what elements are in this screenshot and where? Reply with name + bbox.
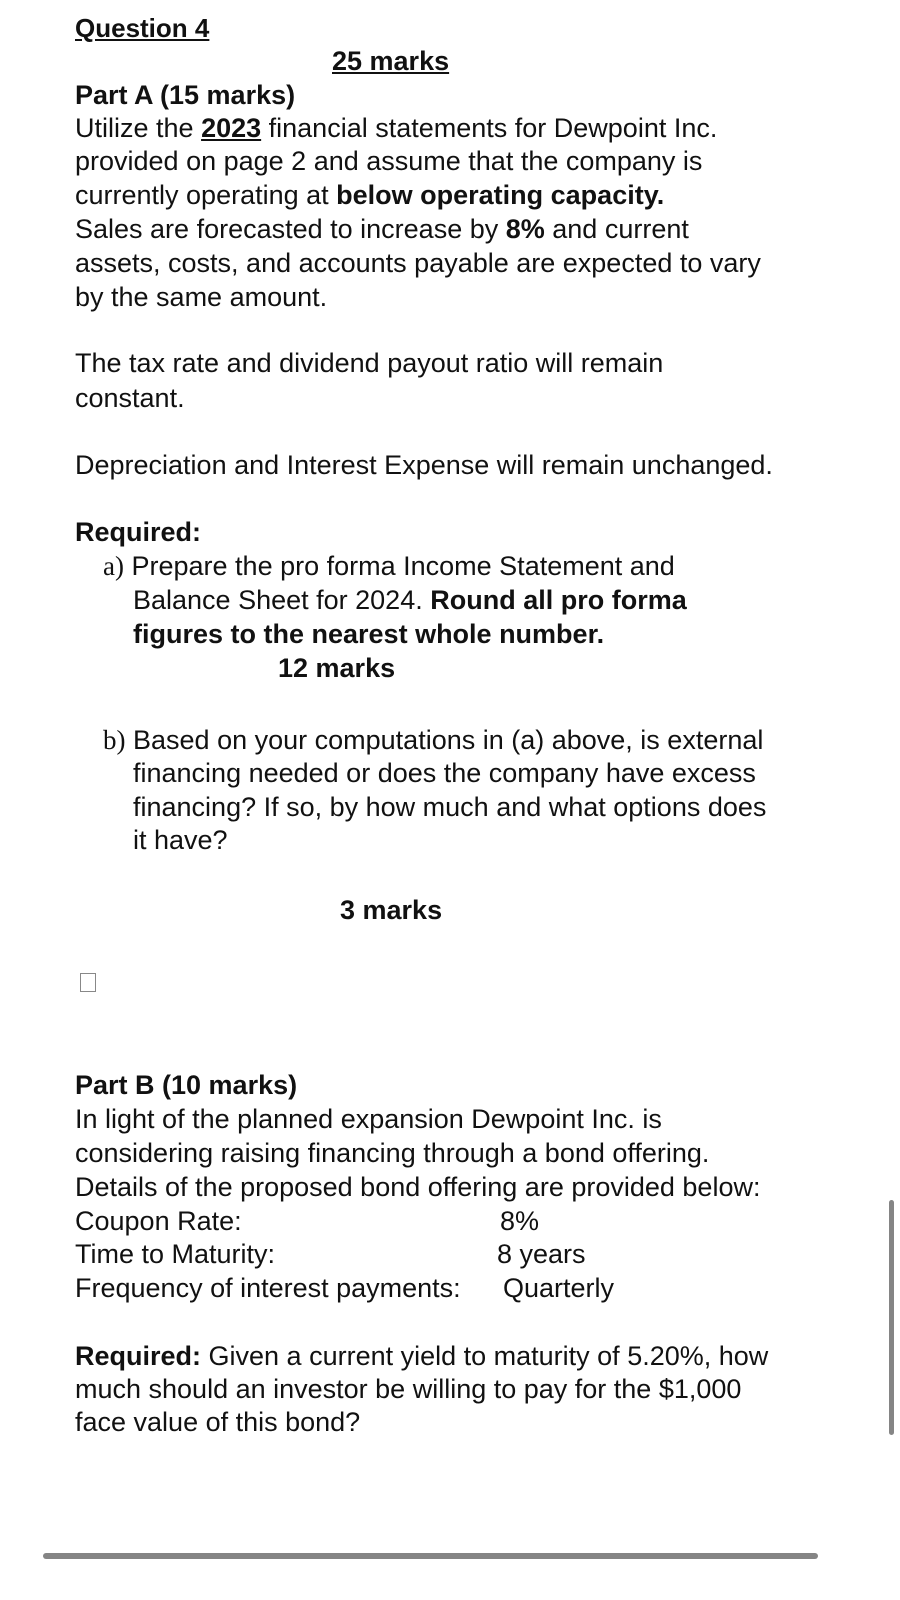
part-b-heading: Part B (10 marks) xyxy=(75,1070,298,1100)
item-b-line: financing? If so, by how much and what options does xyxy=(133,792,767,822)
total-marks: 25 marks xyxy=(332,46,450,76)
item-b-line: b) Based on your computations in (a) above, is external xyxy=(103,725,764,755)
bond-detail-value: 8% xyxy=(500,1206,540,1236)
part-a-text-line: provided on page 2 and assume that the company is xyxy=(75,146,703,176)
part-b-required-line: much should an investor be willing to pay for the $1,000 xyxy=(75,1374,742,1404)
part-a-text-line: assets, costs, and accounts payable are expected to vary xyxy=(75,248,761,278)
horizontal-scrollbar[interactable] xyxy=(43,1553,818,1559)
bond-detail-label: Frequency of interest payments: xyxy=(75,1273,461,1303)
item-b-marks: 3 marks xyxy=(340,895,443,925)
item-b-line: it have? xyxy=(133,825,228,855)
bond-detail-value: Quarterly xyxy=(503,1273,615,1303)
part-b-required-line: Required: Given a current yield to maturity of 5.20%, how xyxy=(75,1341,769,1371)
required-label: Required: xyxy=(75,517,202,547)
part-b-text-line: In light of the planned expansion Dewpoint Inc. is xyxy=(75,1104,662,1134)
checkbox[interactable] xyxy=(80,973,96,992)
part-b-required-line: face value of this bond? xyxy=(75,1407,361,1437)
part-a-text-line: Sales are forecasted to increase by 8% and current xyxy=(75,214,689,244)
tax-rate-line: The tax rate and dividend payout ratio will remain xyxy=(75,348,664,378)
bond-detail-label: Coupon Rate: xyxy=(75,1206,242,1236)
part-a-text-line: currently operating at below operating capacity. xyxy=(75,180,665,210)
item-a-line: figures to the nearest whole number. xyxy=(133,619,605,649)
part-b-text-line: considering raising financing through a bond offering. xyxy=(75,1138,710,1168)
item-a-marks: 12 marks xyxy=(278,653,396,683)
item-a-line: Balance Sheet for 2024. Round all pro forma xyxy=(133,585,687,615)
part-a-heading: Part A (15 marks) xyxy=(75,80,296,110)
item-b-line: financing needed or does the company have excess xyxy=(133,758,756,788)
item-a-line: a) Prepare the pro forma Income Statement and xyxy=(103,551,675,581)
part-a-text-line: by the same amount. xyxy=(75,282,328,312)
question-title: Question 4 xyxy=(75,13,210,43)
depreciation-line: Depreciation and Interest Expense will remain unchanged. xyxy=(75,450,773,480)
vertical-scrollbar[interactable] xyxy=(889,1200,894,1435)
bond-detail-label: Time to Maturity: xyxy=(75,1239,276,1269)
part-b-text-line: Details of the proposed bond offering are provided below: xyxy=(75,1172,761,1202)
tax-rate-line: constant. xyxy=(75,383,185,413)
part-a-text-line: Utilize the 2023 financial statements for Dewpoint Inc. xyxy=(75,113,718,143)
bond-detail-value: 8 years xyxy=(497,1239,586,1269)
